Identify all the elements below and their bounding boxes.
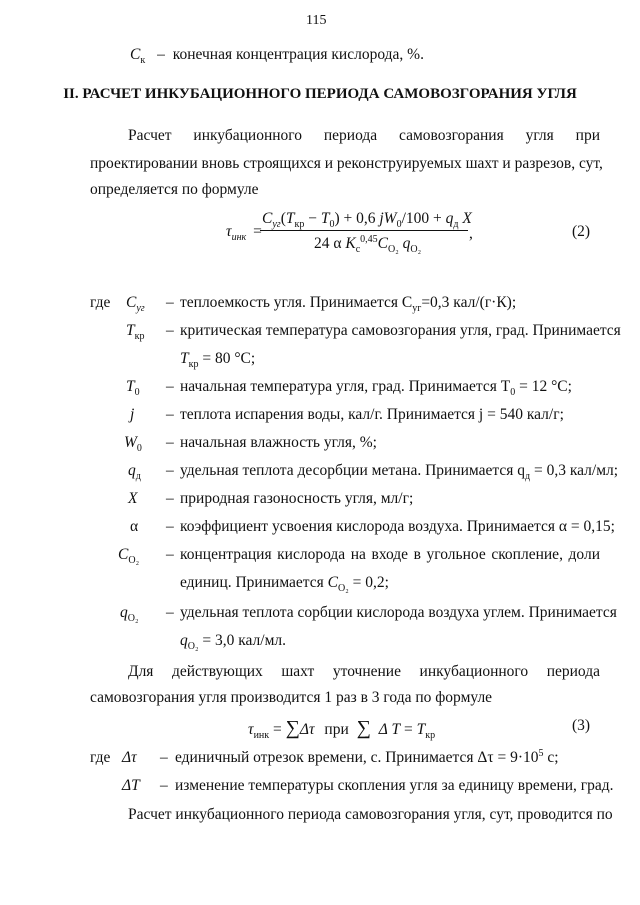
def-line2-sub: кр — [188, 359, 199, 371]
tau: τ — [226, 223, 232, 240]
def2-dash: – — [160, 749, 168, 766]
def-dash: – — [166, 490, 174, 507]
definition-text: конечная концентрация кислорода, %. — [172, 46, 424, 63]
def-text-line2 — [180, 350, 256, 371]
def-text-main: начальная температура угля, град. Принимается T — [180, 378, 511, 395]
num-t0-sub: 0 — [329, 219, 335, 231]
def-dash: – — [166, 406, 174, 423]
def-text-tail: =0,3 кал/(г·К); — [421, 294, 517, 311]
def-symbol-sub: кр — [134, 331, 145, 343]
def2-dash: – — [160, 777, 168, 794]
def2-symbol: ΔT — [122, 777, 140, 794]
fraction-bar — [260, 230, 468, 231]
section-heading: II. РАСЧЕТ ИНКУБАЦИОННОГО ПЕРИОДА САМОВОЗГОРАНИЯ УГЛЯ — [63, 86, 577, 102]
formula3-body — [248, 717, 435, 740]
where-label-2: где — [90, 749, 111, 766]
def-dash: – — [166, 604, 174, 621]
intro-line-2: проектировании вновь строящихся и реконструируемых шахт и разрезов, сут, — [90, 155, 603, 172]
def-symbol-sub: д — [135, 471, 141, 483]
def-line2-tail: = 3,0 кал/мл. — [198, 632, 286, 649]
definition-item — [126, 322, 145, 343]
num-x: X — [462, 210, 472, 227]
def-text: природная газоносность угля, мл/г; — [180, 490, 414, 507]
def-line2-sub: O₂ — [187, 641, 199, 653]
def-symbol: X — [128, 490, 138, 507]
def-text-line2 — [180, 574, 389, 595]
def-text-sub: 0 — [510, 387, 516, 399]
symbol: C — [130, 46, 141, 63]
formula-number-2: (2) — [572, 223, 591, 240]
formula-numerator — [262, 210, 472, 231]
intro-line-3: определяется по формуле — [90, 181, 259, 198]
definition-item — [124, 434, 142, 455]
delta-tau: Δτ — [299, 721, 315, 738]
def-text-tail: = 12 °С; — [515, 378, 572, 395]
def-text-tail: = 0,3 кал/мл; — [530, 462, 619, 479]
def-text: начальная влажность угля, %; — [180, 434, 377, 451]
def-symbol: j — [130, 406, 135, 423]
def-line2-sub: O₂ — [337, 583, 349, 595]
def-symbol: C — [126, 294, 137, 311]
def-text: коэффициент усвоения кислорода воздуха. Принимается α = 0,15; — [180, 518, 615, 535]
page-number: 115 — [306, 13, 327, 28]
def-symbol: W — [124, 434, 137, 451]
def2-text — [175, 749, 559, 767]
def-line2-tail: = 0,2; — [348, 574, 389, 591]
symbol-sub: к — [140, 55, 146, 67]
def-symbol-sub: O₂ — [128, 555, 140, 567]
definition-item — [120, 604, 139, 625]
num-open: ( — [280, 210, 286, 227]
num-t: T — [285, 210, 295, 227]
equals: = — [253, 223, 262, 240]
where-label: где — [90, 294, 111, 311]
def-symbol-sub: 0 — [136, 443, 142, 455]
dash: – — [157, 46, 165, 63]
def-line2-symbol: T — [180, 350, 189, 367]
def-symbol: q — [128, 462, 136, 479]
def-symbol: q — [120, 604, 128, 621]
formula-denominator — [314, 233, 422, 256]
den-q: q — [402, 235, 411, 252]
num-t-sub: кр — [294, 219, 305, 231]
def-text-line1: критическая температура самовозгорания угля, град. Принимается — [180, 322, 621, 339]
definition-item — [126, 378, 140, 399]
definition-item — [128, 462, 141, 483]
num-rest: ) + 0,6 — [334, 210, 376, 227]
delta-T: Δ T — [378, 721, 401, 738]
def2-text: изменение температуры скопления угля за единицу времени, град. — [175, 777, 614, 794]
def-text-main: теплоемкость угля. Принимается C — [180, 294, 413, 311]
den-c-sub: O₂ — [388, 244, 399, 256]
def-dash: – — [166, 294, 174, 311]
def-symbol-sub: O₂ — [127, 613, 139, 625]
tau: τ — [248, 721, 254, 738]
def-dash: – — [166, 322, 174, 339]
def2-sup: 5 — [538, 747, 544, 759]
den-k: K — [345, 235, 356, 252]
num-q: q — [445, 210, 454, 227]
last-line: Расчет инкубационного периода самовозгорания угля, сут, проводится по — [128, 806, 613, 823]
sum-sign: ∑ — [285, 717, 300, 739]
equals: = — [273, 721, 282, 738]
den-c: C — [377, 235, 389, 252]
def-dash: – — [166, 378, 174, 395]
num-c-sub: уг — [272, 219, 281, 231]
def-dash: – — [166, 518, 174, 535]
def-text-tail: = 540 кал/г; — [483, 406, 564, 423]
def2-tail: с; — [543, 749, 559, 766]
def2-text-main: единичный отрезок времени, с. Принимается Δτ = 9·10 — [175, 749, 539, 766]
def-text-main: удельная теплота десорбции метана. Принимается q — [180, 462, 525, 479]
def-dash: – — [166, 434, 174, 451]
tau-sub: инк — [231, 232, 247, 244]
T-kr-sub: кр — [425, 730, 436, 742]
definition-ck — [130, 46, 424, 67]
def-symbol-sub: 0 — [134, 387, 140, 399]
def-text-main: теплота испарения воды, кал/г. Принимается j — [180, 406, 484, 423]
num-minus: − — [304, 210, 321, 227]
def-dash: – — [166, 462, 174, 479]
intro-line-1: Расчет инкубационного периода самовозгорания угля при — [128, 127, 600, 144]
definition-item — [130, 406, 134, 424]
para2-line-1: Для действующих шахт уточнение инкубационного периода — [128, 663, 600, 680]
definition-item — [128, 490, 137, 508]
den-q-sub: O₂ — [410, 244, 422, 256]
para2-line-2: самовозгорания угля производится 1 раз в 3 года по формуле — [90, 689, 493, 706]
num-div: /100 + — [401, 210, 442, 227]
formula-lhs — [226, 223, 262, 244]
definition-item — [126, 294, 145, 315]
def-text — [180, 294, 517, 315]
formula-number-3: (3) — [572, 717, 591, 734]
def-symbol: T — [126, 378, 135, 395]
def-text-line1: концентрация кислорода на входе в угольное скопление, доли — [180, 546, 600, 563]
num-w-sub: 0 — [396, 219, 402, 231]
den-k-sub: с — [355, 244, 361, 256]
definition-item — [130, 518, 138, 536]
def-text-line2 — [180, 632, 286, 653]
num-c: C — [262, 210, 273, 227]
equals-2: = — [403, 721, 413, 738]
definition-item — [118, 546, 140, 567]
def-symbol: C — [118, 546, 129, 563]
num-q-sub: д — [453, 219, 459, 231]
def-line2-tail: = 80 °С; — [198, 350, 256, 367]
def-line2-pre: единиц. Принимается — [180, 574, 328, 591]
formula-comma: , — [469, 225, 473, 242]
num-jw: jW — [379, 210, 397, 227]
def-text — [180, 462, 619, 483]
def-dash: – — [166, 546, 174, 563]
def-text — [180, 406, 564, 424]
def-symbol: T — [126, 322, 135, 339]
num-t0: T — [320, 210, 330, 227]
def-symbol-sub: уг — [136, 303, 145, 315]
def-text-line1: удельная теплота сорбции кислорода воздуха углем. Принимается — [180, 604, 617, 621]
def-text-sub: д — [525, 471, 531, 483]
def-symbol: α — [130, 518, 139, 535]
def-line2-symbol: C — [327, 574, 338, 591]
condition-word: при — [324, 721, 349, 738]
T-kr: T — [416, 721, 426, 738]
def-line2-symbol: q — [180, 632, 188, 649]
den-k-sup: 0,45 — [360, 233, 378, 245]
sum-sign-2: ∑ — [356, 717, 371, 739]
tau-sub: инк — [253, 730, 270, 742]
def-text — [180, 378, 572, 399]
def2-symbol: Δτ — [122, 749, 137, 766]
def-text-sub: уг — [412, 303, 422, 315]
den-pre: 24 α — [314, 235, 342, 252]
